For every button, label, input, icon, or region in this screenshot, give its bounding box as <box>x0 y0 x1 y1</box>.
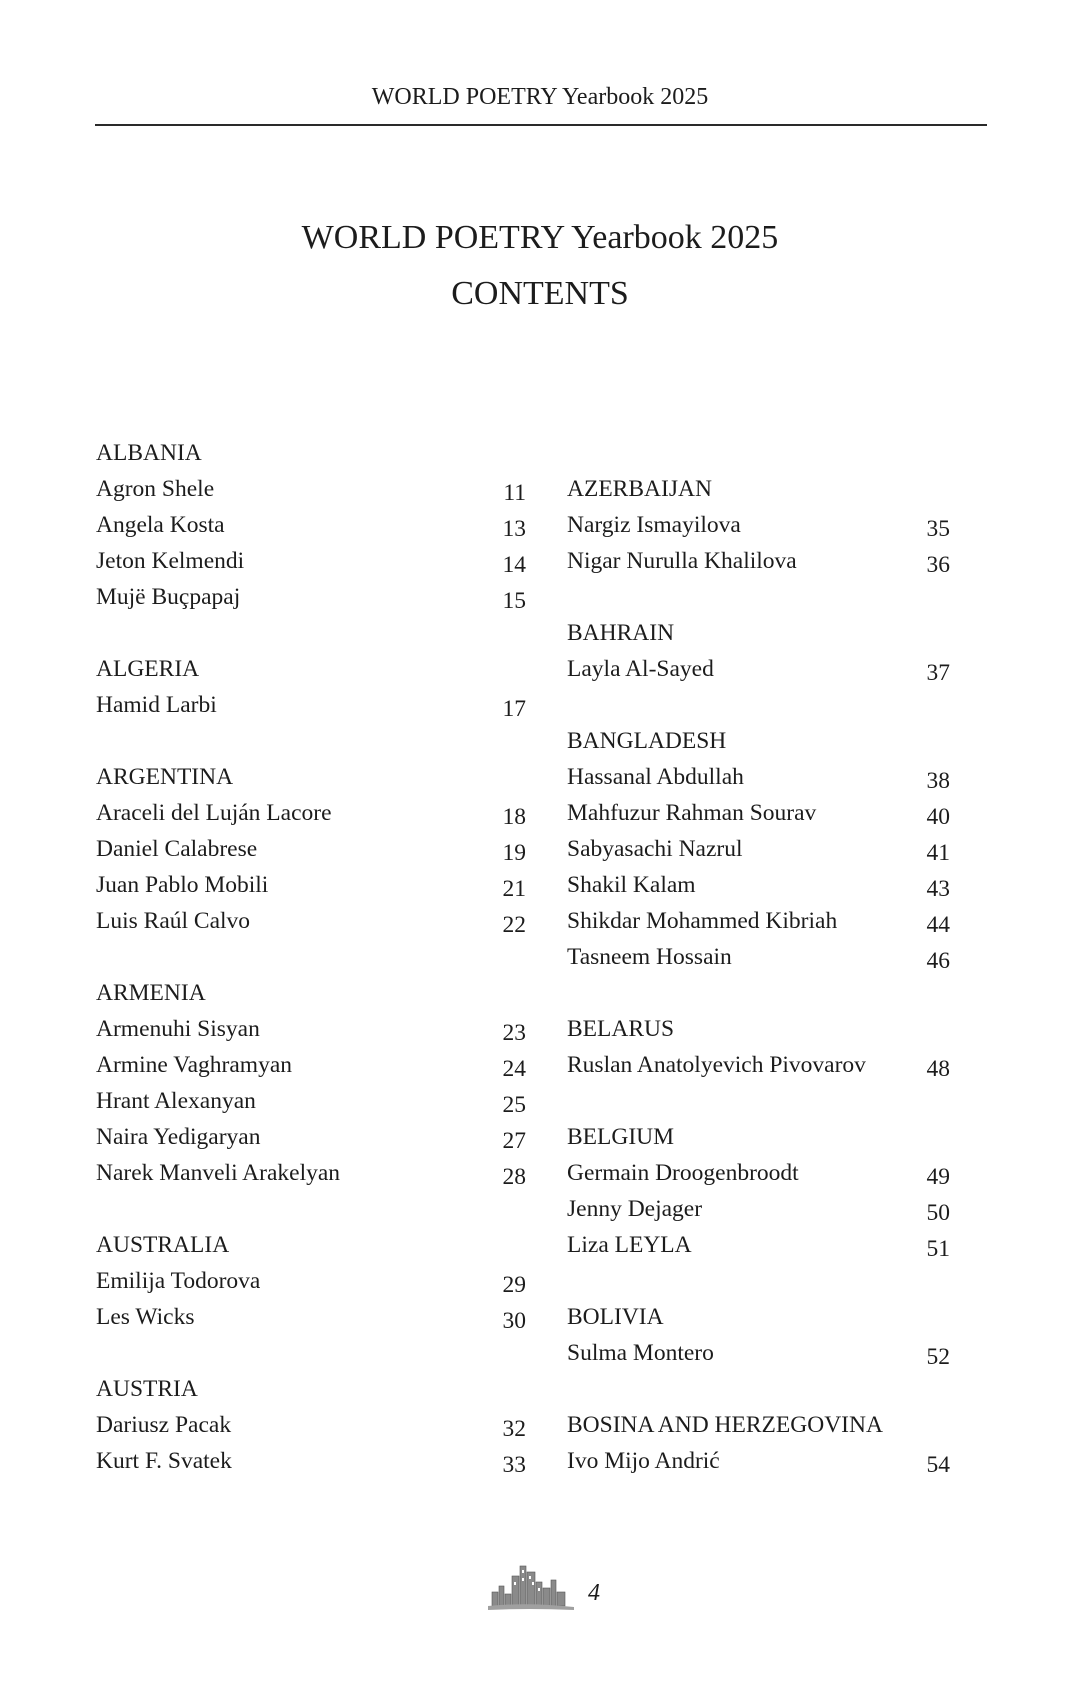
poet-name: Les Wicks <box>96 1304 195 1330</box>
toc-section <box>567 615 950 687</box>
country-heading: AUSTRIA <box>96 1376 198 1402</box>
toc-entry[interactable] <box>567 507 950 543</box>
toc-entry[interactable] <box>96 903 526 939</box>
poet-name: Layla Al-Sayed <box>567 656 714 682</box>
toc-entry[interactable] <box>96 1119 526 1155</box>
poet-name: Hassanal Abdullah <box>567 764 744 790</box>
toc-entry[interactable] <box>567 903 950 939</box>
toc-entry[interactable] <box>567 1191 950 1227</box>
toc-entry[interactable] <box>96 795 526 831</box>
country-heading: AZERBAIJAN <box>567 476 712 502</box>
toc-section <box>567 1011 950 1083</box>
poet-name: Ruslan Anatolyevich Pivovarov <box>567 1052 866 1078</box>
page-ref: 33 <box>502 1452 526 1478</box>
toc-entry[interactable] <box>567 831 950 867</box>
toc-entry[interactable] <box>567 1227 950 1263</box>
poet-name: Araceli del Luján Lacore <box>96 800 332 826</box>
toc-entry[interactable] <box>567 1335 950 1371</box>
page-ref: 15 <box>502 588 526 614</box>
page-ref: 46 <box>926 948 950 974</box>
country-heading: ALBANIA <box>96 440 202 466</box>
page-ref: 43 <box>926 876 950 902</box>
toc-section <box>96 1371 526 1479</box>
toc-section <box>96 651 526 723</box>
poet-name: Mujë Buçpapaj <box>96 584 241 610</box>
toc-entry[interactable] <box>96 831 526 867</box>
page-ref: 35 <box>926 516 950 542</box>
poet-name: Ivo Mijo Andrić <box>567 1448 720 1474</box>
page-ref: 44 <box>926 912 950 938</box>
toc-section <box>96 435 526 615</box>
page-footer <box>0 1558 1080 1618</box>
country-heading: ARMENIA <box>96 980 206 1006</box>
toc-entry[interactable] <box>567 543 950 579</box>
toc-entry[interactable] <box>567 1443 950 1479</box>
poet-name: Germain Droogenbroodt <box>567 1160 799 1186</box>
page-ref: 29 <box>502 1272 526 1298</box>
toc-entry[interactable] <box>567 795 950 831</box>
country-heading: BELGIUM <box>567 1124 675 1150</box>
poet-name: Armine Vaghramyan <box>96 1052 292 1078</box>
poet-name: Agron Shele <box>96 476 215 502</box>
country-heading: BOLIVIA <box>567 1304 664 1330</box>
page-ref: 25 <box>502 1092 526 1118</box>
poet-name: Jenny Dejager <box>567 1196 703 1222</box>
poet-name: Nigar Nurulla Khalilova <box>567 548 797 574</box>
toc-entry[interactable] <box>96 1443 526 1479</box>
poet-name: Angela Kosta <box>96 512 225 538</box>
page-ref: 52 <box>926 1344 950 1370</box>
running-header: WORLD POETRY Yearbook 2025 <box>371 84 709 110</box>
page-ref: 28 <box>502 1164 526 1190</box>
toc-entry[interactable] <box>567 1047 950 1083</box>
page-ref: 51 <box>926 1236 950 1262</box>
page-ref: 41 <box>926 840 950 866</box>
country-heading: BOSINA AND HERZEGOVINA <box>567 1412 883 1438</box>
page-ref: 14 <box>502 552 526 578</box>
toc-entry[interactable] <box>96 1083 526 1119</box>
toc-left-column <box>96 435 526 1515</box>
page-ref: 48 <box>926 1056 950 1082</box>
toc-entry[interactable] <box>96 1407 526 1443</box>
page-ref: 13 <box>502 516 526 542</box>
toc-entry[interactable] <box>96 1047 526 1083</box>
page-ref: 30 <box>502 1308 526 1334</box>
poet-name: Shikdar Mohammed Kibriah <box>567 908 838 934</box>
page-number: 4 <box>588 1580 600 1606</box>
toc-section <box>567 1299 950 1371</box>
page-ref: 21 <box>502 876 526 902</box>
book-title: WORLD POETRY Yearbook 2025 <box>301 219 779 256</box>
toc-section <box>567 723 950 975</box>
toc-section <box>567 1407 950 1479</box>
page-ref: 37 <box>926 660 950 686</box>
toc-section <box>96 1227 526 1335</box>
toc-section <box>96 759 526 939</box>
contents-title <box>0 210 1080 322</box>
page-ref: 49 <box>926 1164 950 1190</box>
page-ref: 11 <box>503 480 526 506</box>
poet-name: Emilija Todorova <box>96 1268 261 1294</box>
poet-name: Juan Pablo Mobili <box>96 872 269 898</box>
page-ref: 23 <box>502 1020 526 1046</box>
toc-entry[interactable] <box>567 1155 950 1191</box>
poet-name: Jeton Kelmendi <box>96 548 245 574</box>
toc-entry[interactable] <box>96 471 526 507</box>
poet-name: Sulma Montero <box>567 1340 714 1366</box>
poet-name: Hrant Alexanyan <box>96 1088 256 1114</box>
poet-name: Mahfuzur Rahman Sourav <box>567 800 817 826</box>
country-heading: ARGENTINA <box>96 764 234 790</box>
page-ref: 50 <box>926 1200 950 1226</box>
poet-name: Shakil Kalam <box>567 872 696 898</box>
poet-name: Luis Raúl Calvo <box>96 908 251 934</box>
toc-entry[interactable] <box>567 759 950 795</box>
toc-entry[interactable] <box>96 507 526 543</box>
page-ref: 22 <box>502 912 526 938</box>
poet-name: Daniel Calabrese <box>96 836 258 862</box>
country-heading: AUSTRALIA <box>96 1232 230 1258</box>
page-ref: 27 <box>502 1128 526 1154</box>
toc-section <box>96 975 526 1191</box>
country-heading: BELARUS <box>567 1016 675 1042</box>
poet-name: Narek Manveli Arakelyan <box>96 1160 341 1186</box>
poet-name: Naira Yedigaryan <box>96 1124 261 1150</box>
poet-name: Sabyasachi Nazrul <box>567 836 743 862</box>
toc-entry[interactable] <box>567 867 950 903</box>
page-ref: 24 <box>502 1056 526 1082</box>
toc-entry[interactable] <box>96 579 526 615</box>
toc-entry[interactable] <box>96 687 526 723</box>
poet-name: Armenuhi Sisyan <box>96 1016 260 1042</box>
page-ref: 38 <box>926 768 950 794</box>
toc-entry[interactable] <box>567 939 950 975</box>
page-ref: 32 <box>502 1416 526 1442</box>
toc-entry[interactable] <box>567 651 950 687</box>
toc-section <box>567 1119 950 1263</box>
toc-entry[interactable] <box>96 543 526 579</box>
toc-entry[interactable] <box>96 867 526 903</box>
toc-entry[interactable] <box>96 1155 526 1191</box>
country-heading: ALGERIA <box>96 656 200 682</box>
poet-name: Hamid Larbi <box>96 692 217 718</box>
header-rule <box>95 124 987 126</box>
poet-name: Tasneem Hossain <box>567 944 732 970</box>
toc-entry[interactable] <box>96 1011 526 1047</box>
toc-entry[interactable] <box>96 1263 526 1299</box>
toc-entry[interactable] <box>96 1299 526 1335</box>
poet-name: Kurt F. Svatek <box>96 1448 232 1474</box>
page-ref: 19 <box>502 840 526 866</box>
toc-right-column <box>567 471 950 1515</box>
contents-heading: CONTENTS <box>451 275 629 312</box>
toc-section <box>567 471 950 579</box>
poet-name: Dariusz Pacak <box>96 1412 232 1438</box>
poet-name: Liza LEYLA <box>567 1232 692 1258</box>
country-heading: BAHRAIN <box>567 620 675 646</box>
page-ref: 40 <box>926 804 950 830</box>
page-ref: 36 <box>926 552 950 578</box>
poet-name: Nargiz Ismayilova <box>567 512 741 538</box>
page-ref: 17 <box>502 696 526 722</box>
page-ref: 18 <box>502 804 526 830</box>
city-skyline-icon <box>488 1558 578 1614</box>
country-heading: BANGLADESH <box>567 728 727 754</box>
page-ref: 54 <box>926 1452 950 1478</box>
